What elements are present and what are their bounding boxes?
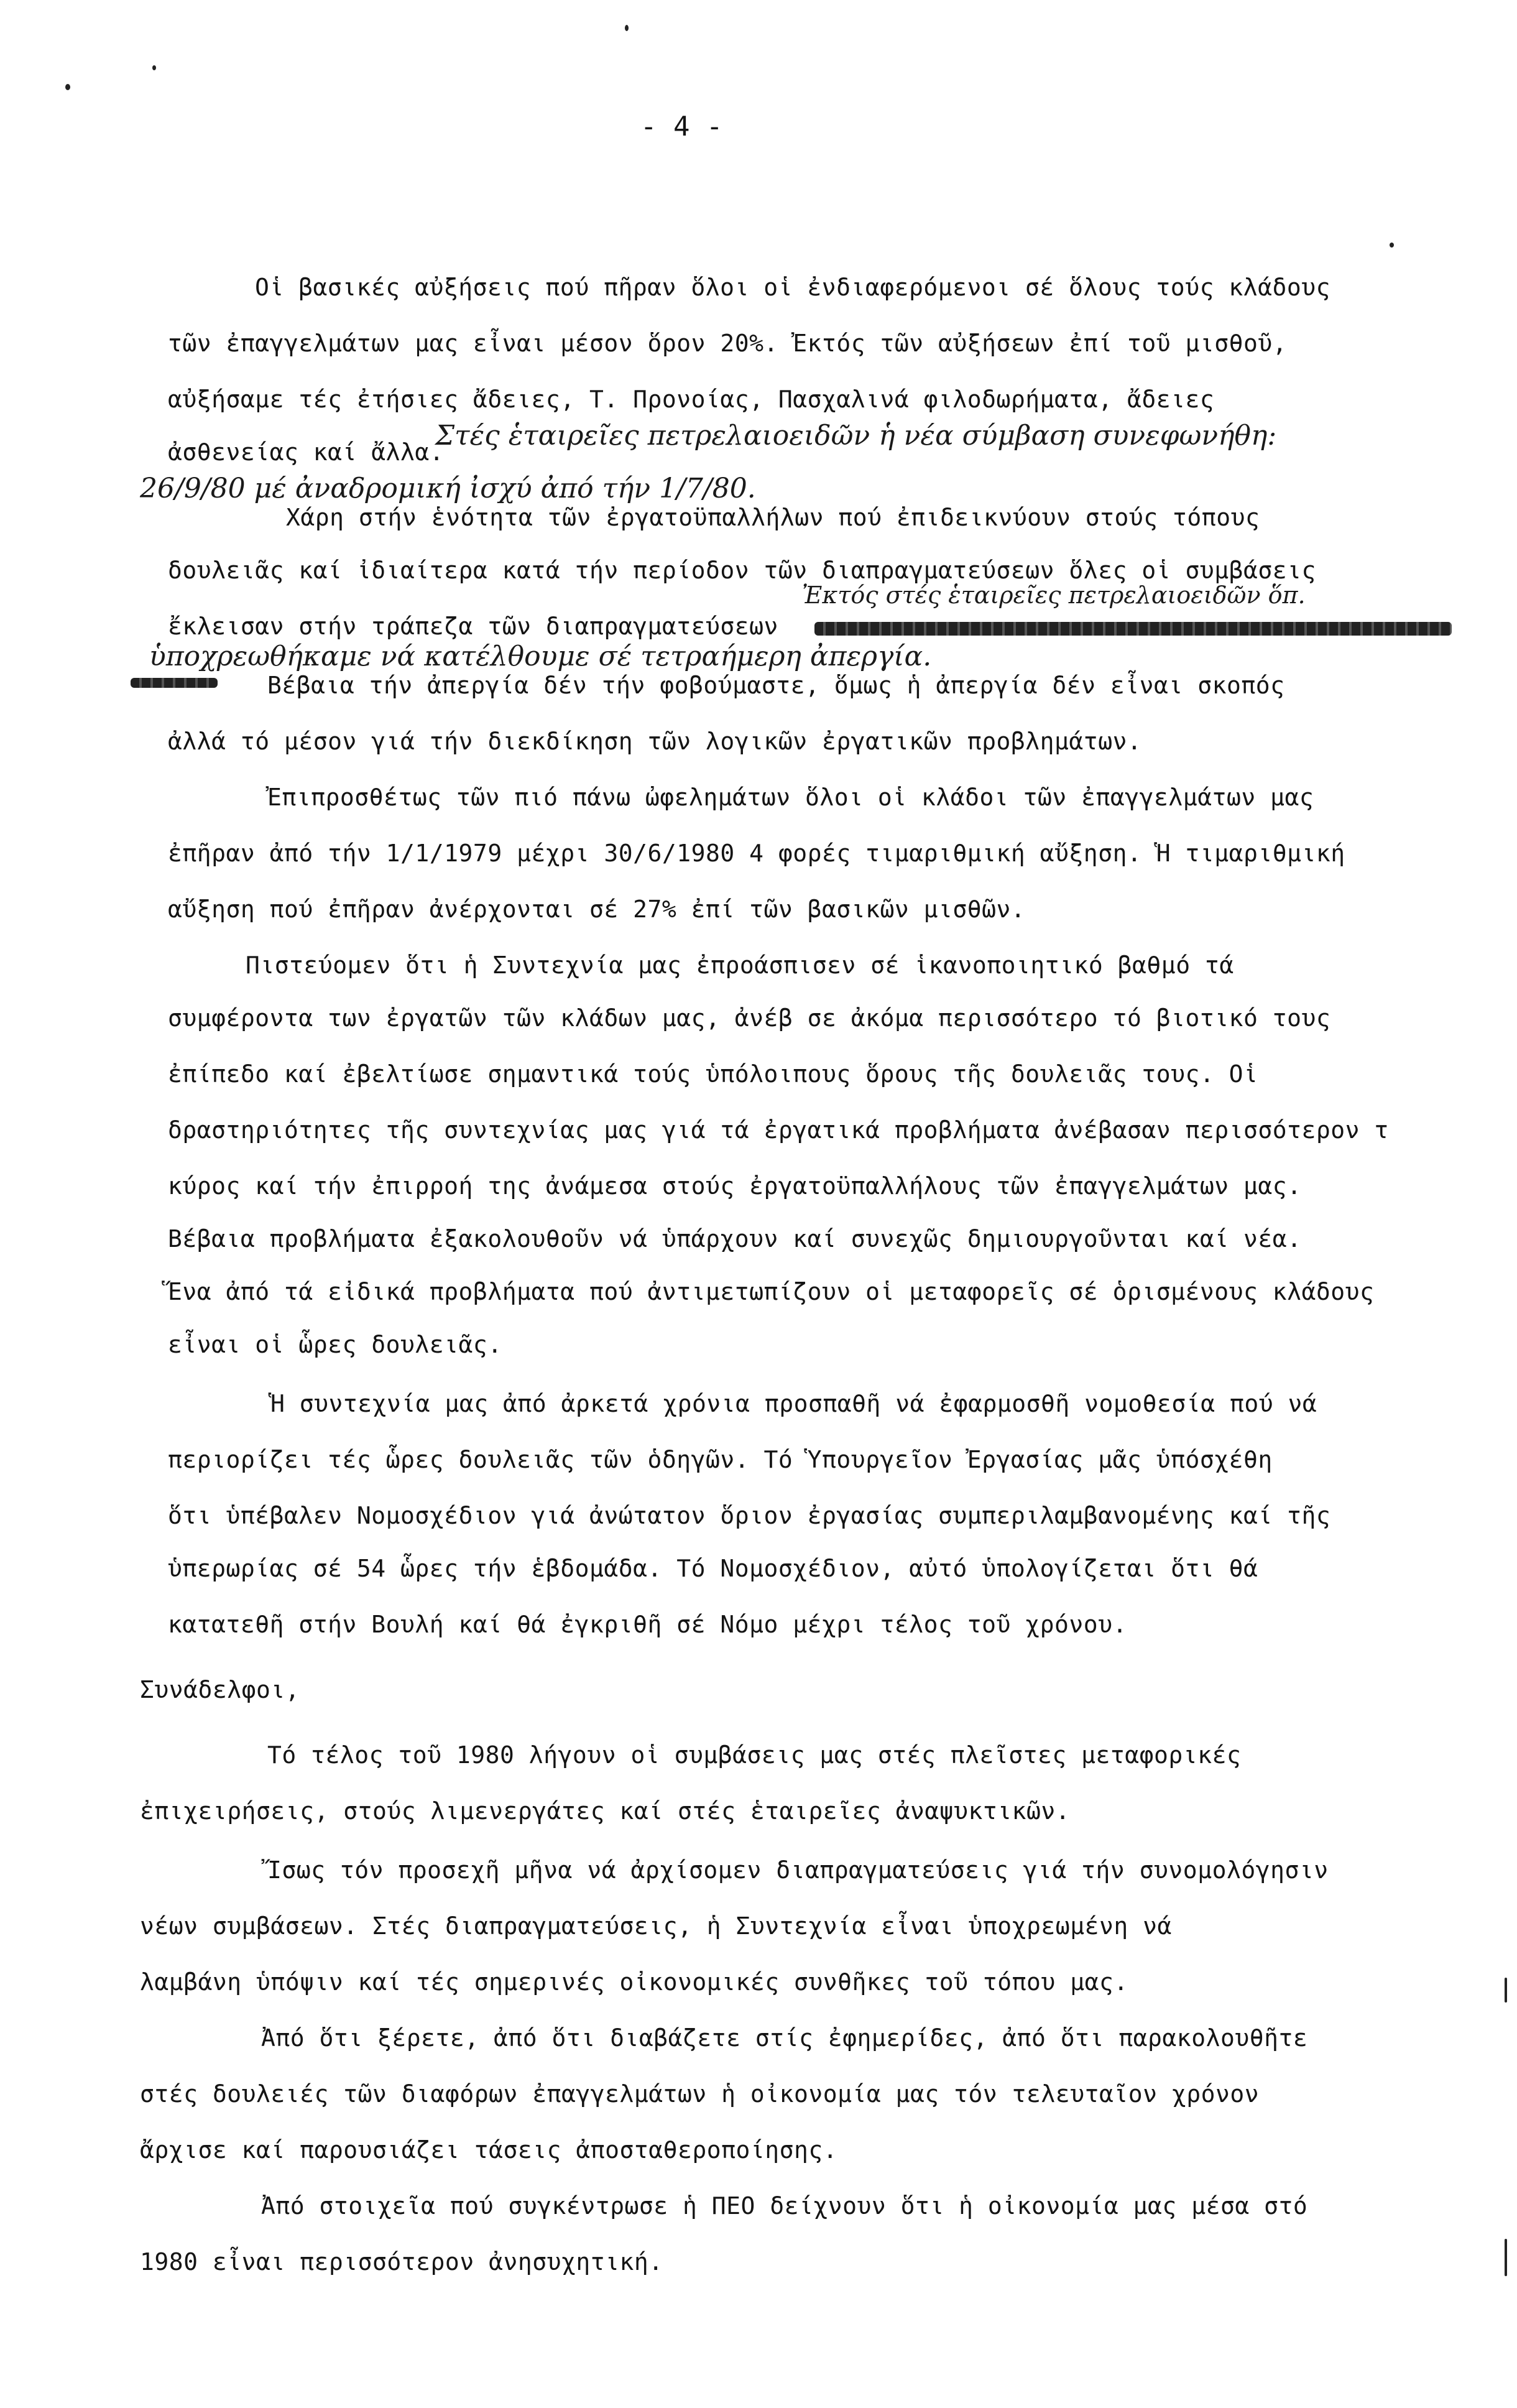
text-line: Συνάδελφοι, <box>140 1676 300 1703</box>
scan-speck <box>65 84 70 90</box>
page-number: - 4 - <box>640 111 723 142</box>
text-line: δραστηριότητες τῆς συντεχνίας μας γιά τά ἐργατικά προβλήματα ἀνέβασαν περισσότερον τ <box>168 1116 1389 1144</box>
text-line: ἔκλεισαν στήν τράπεζα τῶν διαπραγματεύσεων <box>168 613 778 640</box>
text-line: τῶν ἐπαγγελμάτων μας εἶναι μέσον ὅρον 20%. Ἐκτός τῶν αὐξήσεων ἐπί τοῦ μισθοῦ, <box>168 330 1288 357</box>
text-line: ἀσθενείας καί ἄλλα. <box>168 438 445 466</box>
scan-speck <box>625 25 629 31</box>
handwritten-note: 26/9/80 μέ ἀναδρομική ἰσχύ ἀπό τήν 1/7/80. <box>140 473 756 504</box>
text-line: ὑπερωρίας σέ 54 ὧρες τήν ἑβδομάδα. Τό Νομοσχέδιον, αὐτό ὑπολογίζεται ὅτι θά <box>168 1555 1258 1582</box>
text-line: 1980 εἶναι περισσότερον ἀνησυχητική. <box>140 2248 663 2276</box>
text-line: περιορίζει τές ὧρες δουλειᾶς τῶν ὁδηγῶν. Τό Ὑπουργεῖον Ἐργασίας μᾶς ὑπόσχέθη <box>168 1446 1273 1473</box>
text-line: στές δουλειές τῶν διαφόρων ἐπαγγελμάτων ἡ οἰκονομία μας τόν τελευταῖον χρόνον <box>140 2080 1260 2108</box>
scan-speck <box>152 65 156 70</box>
text-line: ἄρχισε καί παρουσιάζει τάσεις ἀποσταθεροποίησης. <box>140 2136 838 2164</box>
text-line: εἶναι οἱ ὧρες δουλειᾶς. <box>168 1331 502 1358</box>
scan-speck <box>1390 243 1394 248</box>
text-line: ἀλλά τό μέσον γιά τήν διεκδίκηση τῶν λογικῶν ἐργατικῶν προβλημάτων. <box>168 728 1142 755</box>
text-line: Βέβαια τήν ἀπεργία δέν τήν φοβούμαστε, ὅμως ἡ ἀπεργία δέν εἶναι σκοπός <box>267 672 1285 699</box>
text-line: δουλειᾶς καί ἰδιαίτερα κατά τήν περίοδον τῶν διαπραγματεύσεων ὅλες οἱ συμβάσεις <box>168 557 1316 584</box>
text-line: αὔξηση πού ἐπῆραν ἀνέρχονται σέ 27% ἐπί τῶν βασικῶν μισθῶν. <box>168 896 1026 923</box>
text-line: κατατεθῆ στήν Βουλή καί θά ἐγκριθῆ σέ Νόμο μέχρι τέλος τοῦ χρόνου. <box>168 1611 1127 1638</box>
text-line: Ἀπό στοιχεῖα πού συγκέντρωσε ἡ ΠΕΟ δείχνουν ὅτι ἡ οἰκονομία μας μέσα στό <box>261 2192 1308 2220</box>
scan-speck <box>1505 2239 1507 2276</box>
scan-speck <box>1505 1978 1507 2003</box>
text-line: ὅτι ὑπέβαλεν Νομοσχέδιον γιά ἀνώτατον ὅριον ἐργασίας συμπεριλαμβανομένης καί τῆς <box>168 1502 1331 1529</box>
text-line: ἐπίπεδο καί ἐβελτίωσε σημαντικά τούς ὑπόλοιπους ὅρους τῆς δουλειᾶς τους. Οἱ <box>168 1060 1258 1088</box>
text-line: νέων συμβάσεων. Στές διαπραγματεύσεις, ἡ Συντεχνία εἶναι ὑποχρεωμένη νά <box>140 1912 1172 1940</box>
text-line: ἐπῆραν ἀπό τήν 1/1/1979 μέχρι 30/6/1980 4 φορές τιμαριθμική αὔξηση. Ἡ τιμαριθμική <box>168 840 1345 867</box>
handwritten-note: ὑποχρεωθήκαμε νά κατέλθουμε σέ τετραήμερη ἀπεργία. <box>149 641 932 672</box>
text-line: κύρος καί τήν ἐπιρροή της ἀνάμεσα στούς ἐργατοϋπαλλήλους τῶν ἐπαγγελμάτων μας. <box>168 1172 1302 1200</box>
text-line: Ἡ συντεχνία μας ἀπό ἀρκετά χρόνια προσπαθῆ νά ἐφαρμοσθῆ νομοθεσία πού νά <box>270 1390 1317 1417</box>
text-line: Ἴσως τόν προσεχῆ μῆνα νά ἀρχίσομεν διαπραγματεύσεις γιά τήν συνομολόγησιν <box>267 1856 1329 1884</box>
text-line: συμφέροντα των ἐργατῶν τῶν κλάδων μας, ἀνέβ σε ἀκόμα περισσότερο τό βιοτικό τους <box>168 1004 1331 1032</box>
text-line: Χάρη στήν ἑνότητα τῶν ἐργατοϋπαλλήλων πού ἐπιδεικνύουν στούς τόπους <box>286 504 1260 531</box>
text-line: λαμβάνη ὑπόψιν καί τές σημερινές οἰκονομικές συνθῆκες τοῦ τόπου μας. <box>140 1968 1128 1996</box>
text-line: Ἕνα ἀπό τά εἰδικά προβλήματα πού ἀντιμετωπίζουν οἱ μεταφορεῖς σέ ὁρισμένους κλάδους <box>168 1278 1375 1305</box>
text-line: ἐπιχειρήσεις, στούς λιμενεργάτες καί στές ἑταιρεῖες ἀναψυκτικῶν. <box>140 1797 1071 1825</box>
handwritten-note: Στές ἑταιρεῖες πετρελαιοειδῶν ἡ νέα σύμβαση συνεφωνήθη: <box>435 420 1277 452</box>
strikethrough-mark <box>131 678 218 688</box>
text-line: Ἀπό ὅτι ξέρετε, ἀπό ὅτι διαβάζετε στίς ἐφημερίδες, ἀπό ὅτι παρακολουθῆτε <box>261 2024 1308 2052</box>
text-line: Τό τέλος τοῦ 1980 λήγουν οἱ συμβάσεις μας στές πλεῖστες μεταφορικές <box>267 1741 1242 1769</box>
text-line: Πιστεύομεν ὅτι ἡ Συντεχνία μας ἐπροάσπισεν σέ ἱκανοποιητικό βαθμό τά <box>246 952 1234 979</box>
text-line: αὐξήσαμε τές ἐτήσιες ἄδειες, Τ. Προνοίας, Πασχαλινά φιλοδωρήματα, ἄδειες <box>168 386 1215 413</box>
text-line: Βέβαια προβλήματα ἐξακολουθοῦν νά ὑπάρχουν καί συνεχῶς δημιουργοῦνται καί νέα. <box>168 1225 1302 1253</box>
handwritten-note: Ἐκτός στές ἑταιρεῖες πετρελαιοειδῶν ὅπ. <box>802 581 1306 609</box>
strikethrough-mark <box>814 622 1452 636</box>
text-line: Ἐπιπροσθέτως τῶν πιό πάνω ὠφελημάτων ὅλοι οἱ κλάδοι τῶν ἐπαγγελμάτων μας <box>267 784 1314 811</box>
text-line: Οἱ βασικές αὐξήσεις πού πῆραν ὅλοι οἱ ἐνδιαφερόμενοι σέ ὅλους τούς κλάδους <box>255 274 1330 301</box>
